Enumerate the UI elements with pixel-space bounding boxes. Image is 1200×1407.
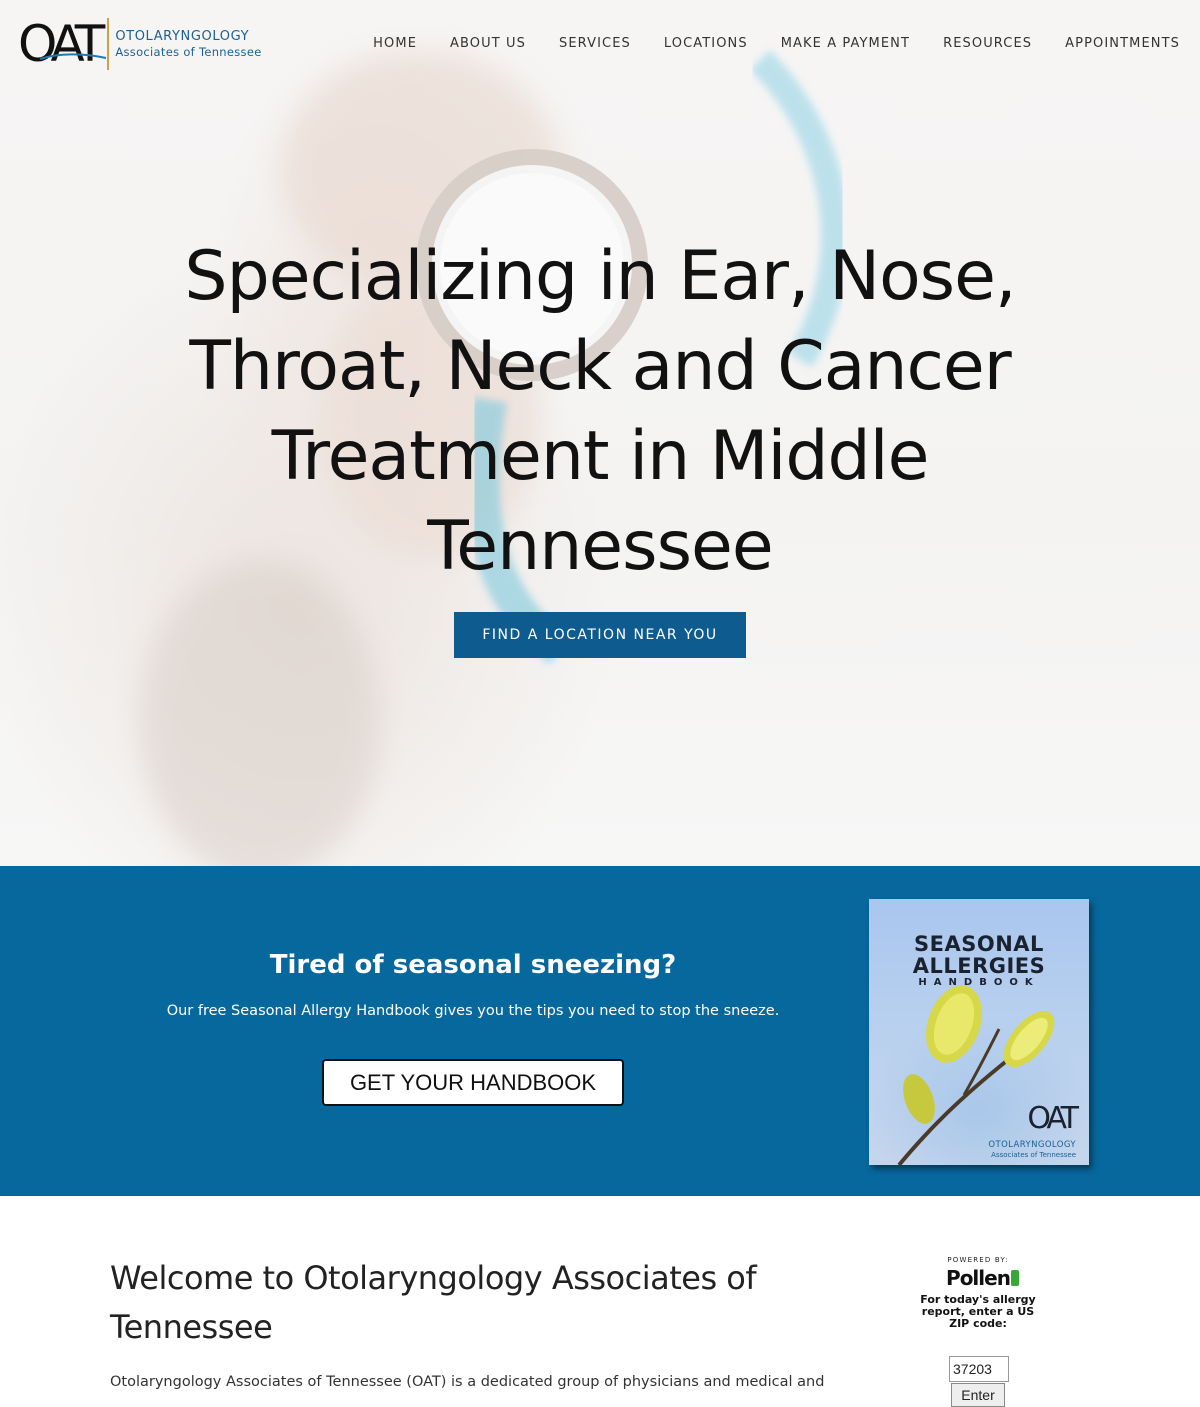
hero-headline: Specializing in Ear, Nose, Throat, Neck and Cancer Treatment in Middle Tennessee (184, 237, 1016, 586)
promo-text: Our free Seasonal Allergy Handbook gives you the tips you need to stop the sneeze. (166, 1003, 780, 1019)
welcome-intro: Otolaryngology Associates of Tennessee (OAT) is a dedicated group of physicians and medical and (110, 1374, 825, 1390)
pollen-prompt: For today's allergy report, enter a US ZIP code: (920, 1293, 1036, 1330)
book-title (869, 933, 1089, 977)
logo-divider (107, 18, 109, 70)
book-logo-line1: OTOLARYNGOLOGY (988, 1140, 1076, 1150)
pollen-logo[interactable] (946, 1266, 1010, 1290)
pollen-logo-text: Pollen (946, 1266, 1010, 1290)
logo-text (115, 29, 261, 59)
book-title-line1: SEASONAL (914, 932, 1044, 956)
logo-line2: Associates of Tennessee (115, 45, 262, 59)
pollen-logo-badge-icon (1011, 1270, 1019, 1286)
nav-appointments[interactable]: APPOINTMENTS (1065, 36, 1180, 51)
pollen-widget (918, 1256, 1038, 1330)
nav-resources[interactable]: RESOURCES (943, 36, 1033, 51)
nav-locations[interactable]: LOCATIONS (663, 36, 748, 51)
site-logo[interactable] (18, 15, 262, 73)
nav-make-a-payment[interactable]: MAKE A PAYMENT (780, 36, 911, 51)
nav-services[interactable]: SERVICES (559, 36, 631, 51)
main-nav (340, 36, 1180, 51)
get-handbook-button[interactable]: GET YOUR HANDBOOK (322, 1059, 624, 1106)
logo-line1: OTOLARYNGOLOGY (115, 29, 250, 44)
book-subtitle: HANDBOOK (918, 977, 1040, 988)
site-header (0, 0, 1200, 92)
logo-swoosh-icon (38, 52, 108, 62)
book-logo-line2: Associates of Tennessee (991, 1151, 1076, 1159)
book-logo: OAT (1027, 1101, 1075, 1136)
nav-home[interactable]: HOME (373, 36, 418, 51)
promo-heading: Tired of seasonal sneezing? (269, 950, 677, 980)
nav-about-us[interactable]: ABOUT US (450, 36, 526, 51)
pollen-enter-button[interactable]: Enter (951, 1383, 1005, 1407)
book-title-line2: ALLERGIES (912, 954, 1046, 978)
handbook-cover-image[interactable] (869, 899, 1089, 1165)
zip-code-input[interactable] (949, 1356, 1009, 1382)
welcome-heading: Welcome to Otolaryngology Associates of Tennessee (110, 1259, 757, 1346)
find-location-button[interactable]: FIND A LOCATION NEAR YOU (454, 612, 746, 658)
logo-mark: OAT (18, 15, 100, 73)
pollen-powered-by: POWERED BY: (947, 1256, 1009, 1264)
